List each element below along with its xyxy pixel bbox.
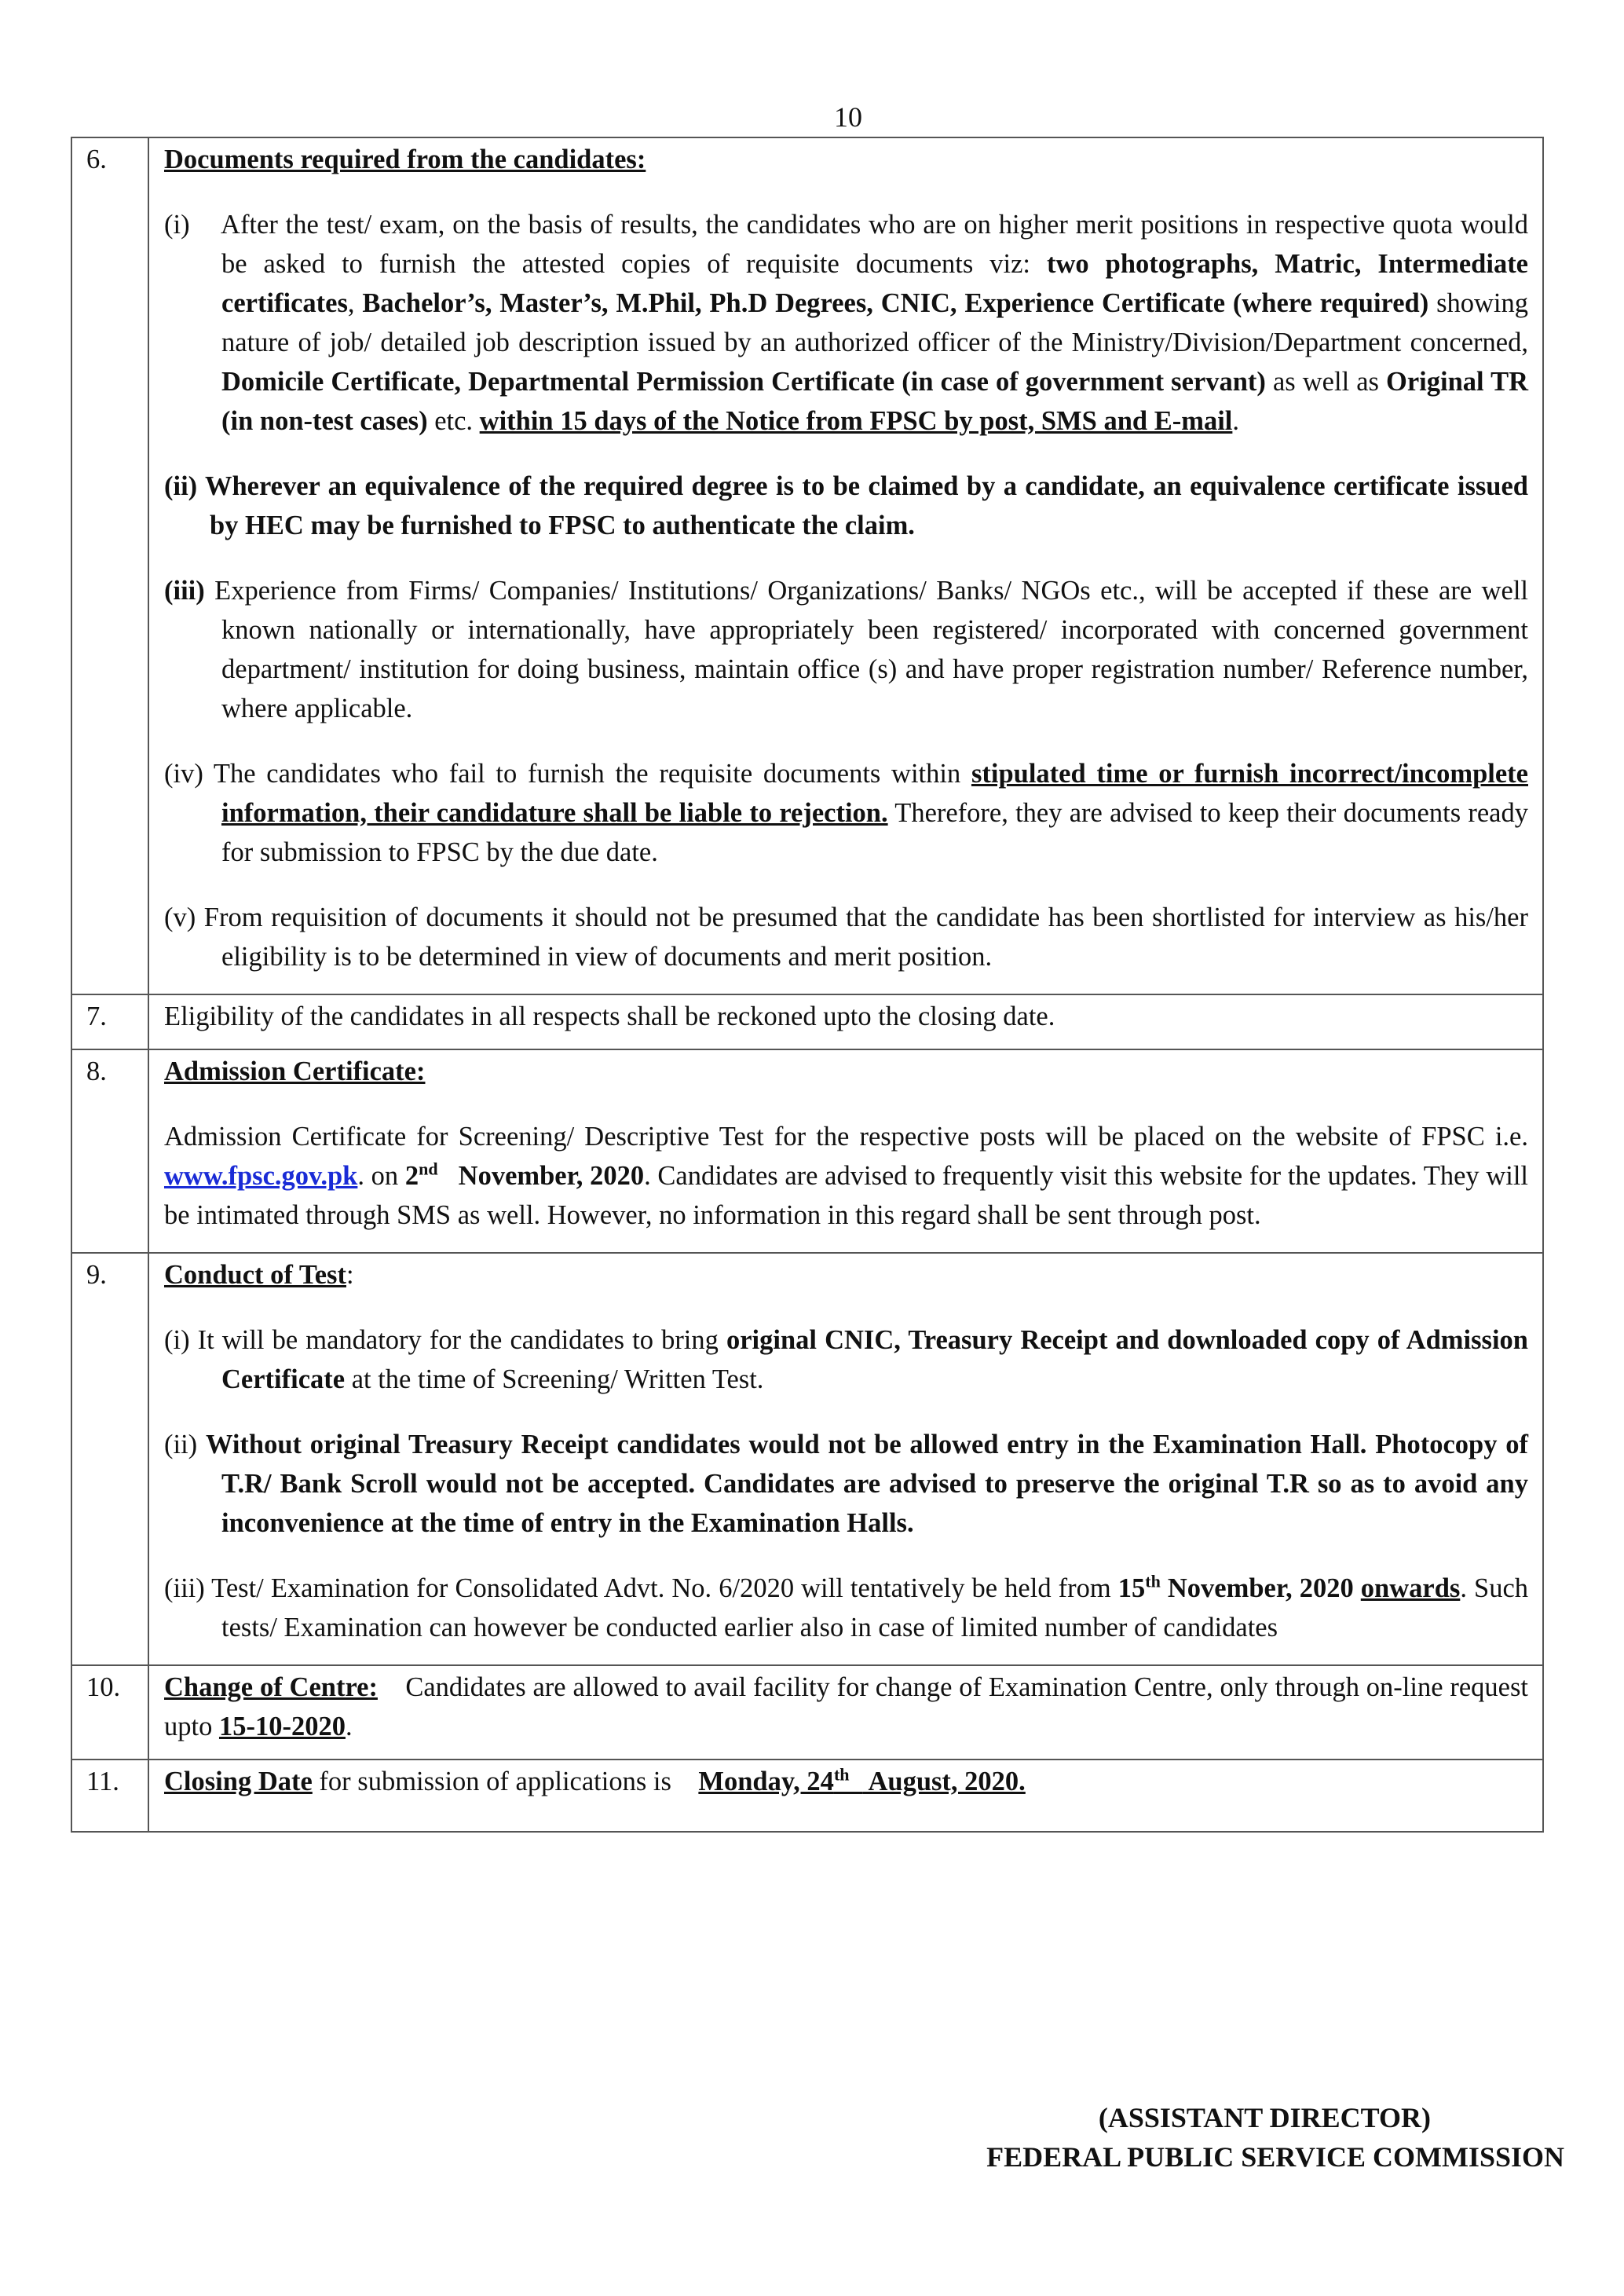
signature-title: (ASSISTANT DIRECTOR) bbox=[1098, 2102, 1431, 2133]
section-number: 8. bbox=[71, 1049, 148, 1253]
date-suffix: nd bbox=[419, 1159, 438, 1179]
item-text: (iii) Test/ Examination for Consolidated Advt. No. 6/2020 will tentatively be held from bbox=[164, 1573, 1118, 1603]
item-bold-underlined-text: within 15 days of the Notice from FPSC by post, SMS and E-mail bbox=[479, 406, 1233, 436]
item-text: etc. bbox=[427, 406, 480, 436]
date-day: 2 bbox=[404, 1161, 419, 1191]
fpsc-website-link[interactable]: www.fpsc.gov.pk bbox=[164, 1161, 358, 1191]
item-bold-text: Without original Treasury Receipt candidates would not be allowed entry in the Examination Hall. Photocopy of T.R/ Bank Scroll would not be accepted. Candidates are advised to preserve the original T.R so as to avoid any inconvenience at the time of entry in the Examination Halls. bbox=[205, 1430, 1528, 1538]
section-text: Eligibility of the candidates in all respects shall be reckoned upto the closing date. bbox=[164, 1002, 1055, 1031]
document-table bbox=[71, 137, 1544, 1833]
signature-organization: FEDERAL PUBLIC SERVICE COMMISSION bbox=[986, 2141, 1564, 2173]
section-heading: Conduct of Test bbox=[164, 1260, 346, 1290]
heading-colon: : bbox=[346, 1260, 354, 1290]
section-admission-certificate bbox=[148, 1049, 1543, 1253]
item-bold-text: two photographs, Matric, Intermediate certificates bbox=[221, 249, 1528, 318]
table-row bbox=[71, 1665, 1543, 1760]
section-text bbox=[164, 1117, 1528, 1235]
date-day: 15 bbox=[1117, 1573, 1146, 1603]
section-heading: Change of Centre: bbox=[164, 1672, 378, 1702]
item-text: . Such tests/ Examination can however be conducted earlier also in case of limited number of candidates bbox=[221, 1573, 1529, 1642]
item-text: at the time of Screening/ Written Test. bbox=[345, 1364, 764, 1394]
signature-block bbox=[986, 2098, 1564, 2177]
item-text: . Candidates are advised to frequently visit this website for the updates. They will be intimated through SMS as well. However, no information in this regard shall be sent through post. bbox=[164, 1161, 1528, 1230]
closing-date-day: Monday, 24 bbox=[698, 1767, 834, 1796]
item-text: Therefore, they are advised to keep their documents ready for submission to FPSC by the due date. bbox=[221, 798, 1528, 867]
item-text: , bbox=[347, 288, 363, 318]
item-text: (i) It will be mandatory for the candidates to bring bbox=[164, 1325, 726, 1355]
table-row bbox=[71, 1253, 1543, 1665]
list-item bbox=[164, 754, 1528, 872]
closing-date-month: August, 2020. bbox=[862, 1767, 1026, 1796]
item-bold-underlined-text: onwards bbox=[1360, 1573, 1461, 1603]
list-item bbox=[164, 205, 1528, 441]
date-suffix: th bbox=[1145, 1571, 1161, 1591]
item-bold-text: original CNIC, Treasury Receipt and downloaded copy of Admission Certificate bbox=[221, 1325, 1528, 1394]
item-label: (i) bbox=[164, 210, 190, 240]
item-text: for submission of applications is bbox=[312, 1767, 678, 1796]
item-text: Experience from Firms/ Companies/ Institutions/ Organizations/ Banks/ NGOs etc., will be accepted if these are well known nationally or internationally, have appropriately been registered/ incorporated with concerned government department/ institution for doing business, maintain office (s) and have proper registration number/ Reference number, where applicable. bbox=[204, 576, 1528, 723]
deadline-date: 15-10-2020 bbox=[218, 1712, 346, 1741]
item-text: Admission Certificate for Screening/ Descriptive Test for the respective posts will be placed on the website of FPSC i.e. bbox=[164, 1122, 1528, 1152]
list-item bbox=[164, 571, 1528, 728]
item-text: After the test/ exam, on the basis of results, the candidates who are on higher merit positions in respective quota would be asked to furnish the attested copies of requisite documents viz: bbox=[221, 210, 1529, 279]
item-text: (iv) The candidates who fail to furnish the requisite documents within bbox=[164, 759, 971, 789]
table-row bbox=[71, 137, 1543, 994]
item-text: as well as bbox=[1265, 367, 1387, 397]
list-item: (ii) Wherever an equivalence of the required degree is to be claimed by a candidate, an equivalence certificate issued by HEC may be furnished to FPSC to authenticate the claim. bbox=[164, 471, 1528, 540]
section-heading: Closing Date bbox=[164, 1767, 313, 1796]
section-closing-date bbox=[148, 1760, 1543, 1832]
section-number: 9. bbox=[71, 1253, 148, 1665]
date-suffix: th bbox=[833, 1764, 850, 1785]
item-text: . bbox=[1232, 406, 1239, 436]
section-heading-line bbox=[164, 1255, 1528, 1294]
table-row bbox=[71, 994, 1543, 1049]
list-item: (v) From requisition of documents it should not be presumed that the candidate has been shortlisted for interview as his/her eligibility is to be determined in view of documents and merit position. bbox=[164, 903, 1528, 972]
section-heading: Documents required from the candidates: bbox=[164, 145, 646, 174]
item-text: Candidates are allowed to avail facility for change of Examination Centre, only through on-line request upto bbox=[164, 1672, 1528, 1741]
item-bold-text: Domicile Certificate, Departmental Permission Certificate (in case of government servant) bbox=[221, 367, 1266, 397]
date-month: November, 2020 bbox=[1160, 1573, 1354, 1603]
section-conduct-of-test bbox=[148, 1253, 1543, 1665]
date-month: November, 2020 bbox=[458, 1161, 645, 1191]
list-item bbox=[164, 1569, 1528, 1647]
section-number: 7. bbox=[71, 994, 148, 1049]
section-text bbox=[164, 1668, 1528, 1746]
table-row bbox=[71, 1049, 1543, 1253]
list-item bbox=[164, 1425, 1528, 1543]
section-heading: Admission Certificate: bbox=[164, 1056, 426, 1086]
section-number: 10. bbox=[71, 1665, 148, 1760]
item-text: showing nature of job/ detailed job description issued by an authorized officer of the Ministry/Division/Department concerned, bbox=[221, 288, 1528, 357]
item-bold-underlined-text: stipulated time or furnish incorrect/incomplete information, their candidature shall be liable to rejection. bbox=[221, 759, 1528, 828]
table-row bbox=[71, 1760, 1543, 1832]
item-bold-text: Bachelor’s, Master’s, M.Phil, Ph.D Degrees, CNIC, Experience Certificate (where required) bbox=[362, 288, 1429, 318]
section-eligibility bbox=[148, 994, 1543, 1049]
section-documents-required bbox=[148, 137, 1543, 994]
item-text: . bbox=[345, 1712, 353, 1741]
item-label: (ii) bbox=[164, 1430, 206, 1459]
item-text: . on bbox=[357, 1161, 405, 1191]
item-label: (iii) bbox=[164, 576, 205, 606]
list-item bbox=[164, 1320, 1528, 1399]
section-number: 6. bbox=[71, 137, 148, 994]
closing-date bbox=[698, 1764, 1026, 1796]
item-bold-text: Original TR (in non-test cases) bbox=[221, 367, 1528, 436]
section-number: 11. bbox=[71, 1760, 148, 1832]
section-text bbox=[164, 1762, 1528, 1801]
section-change-of-centre bbox=[148, 1665, 1543, 1760]
page-number: 10 bbox=[834, 101, 862, 133]
